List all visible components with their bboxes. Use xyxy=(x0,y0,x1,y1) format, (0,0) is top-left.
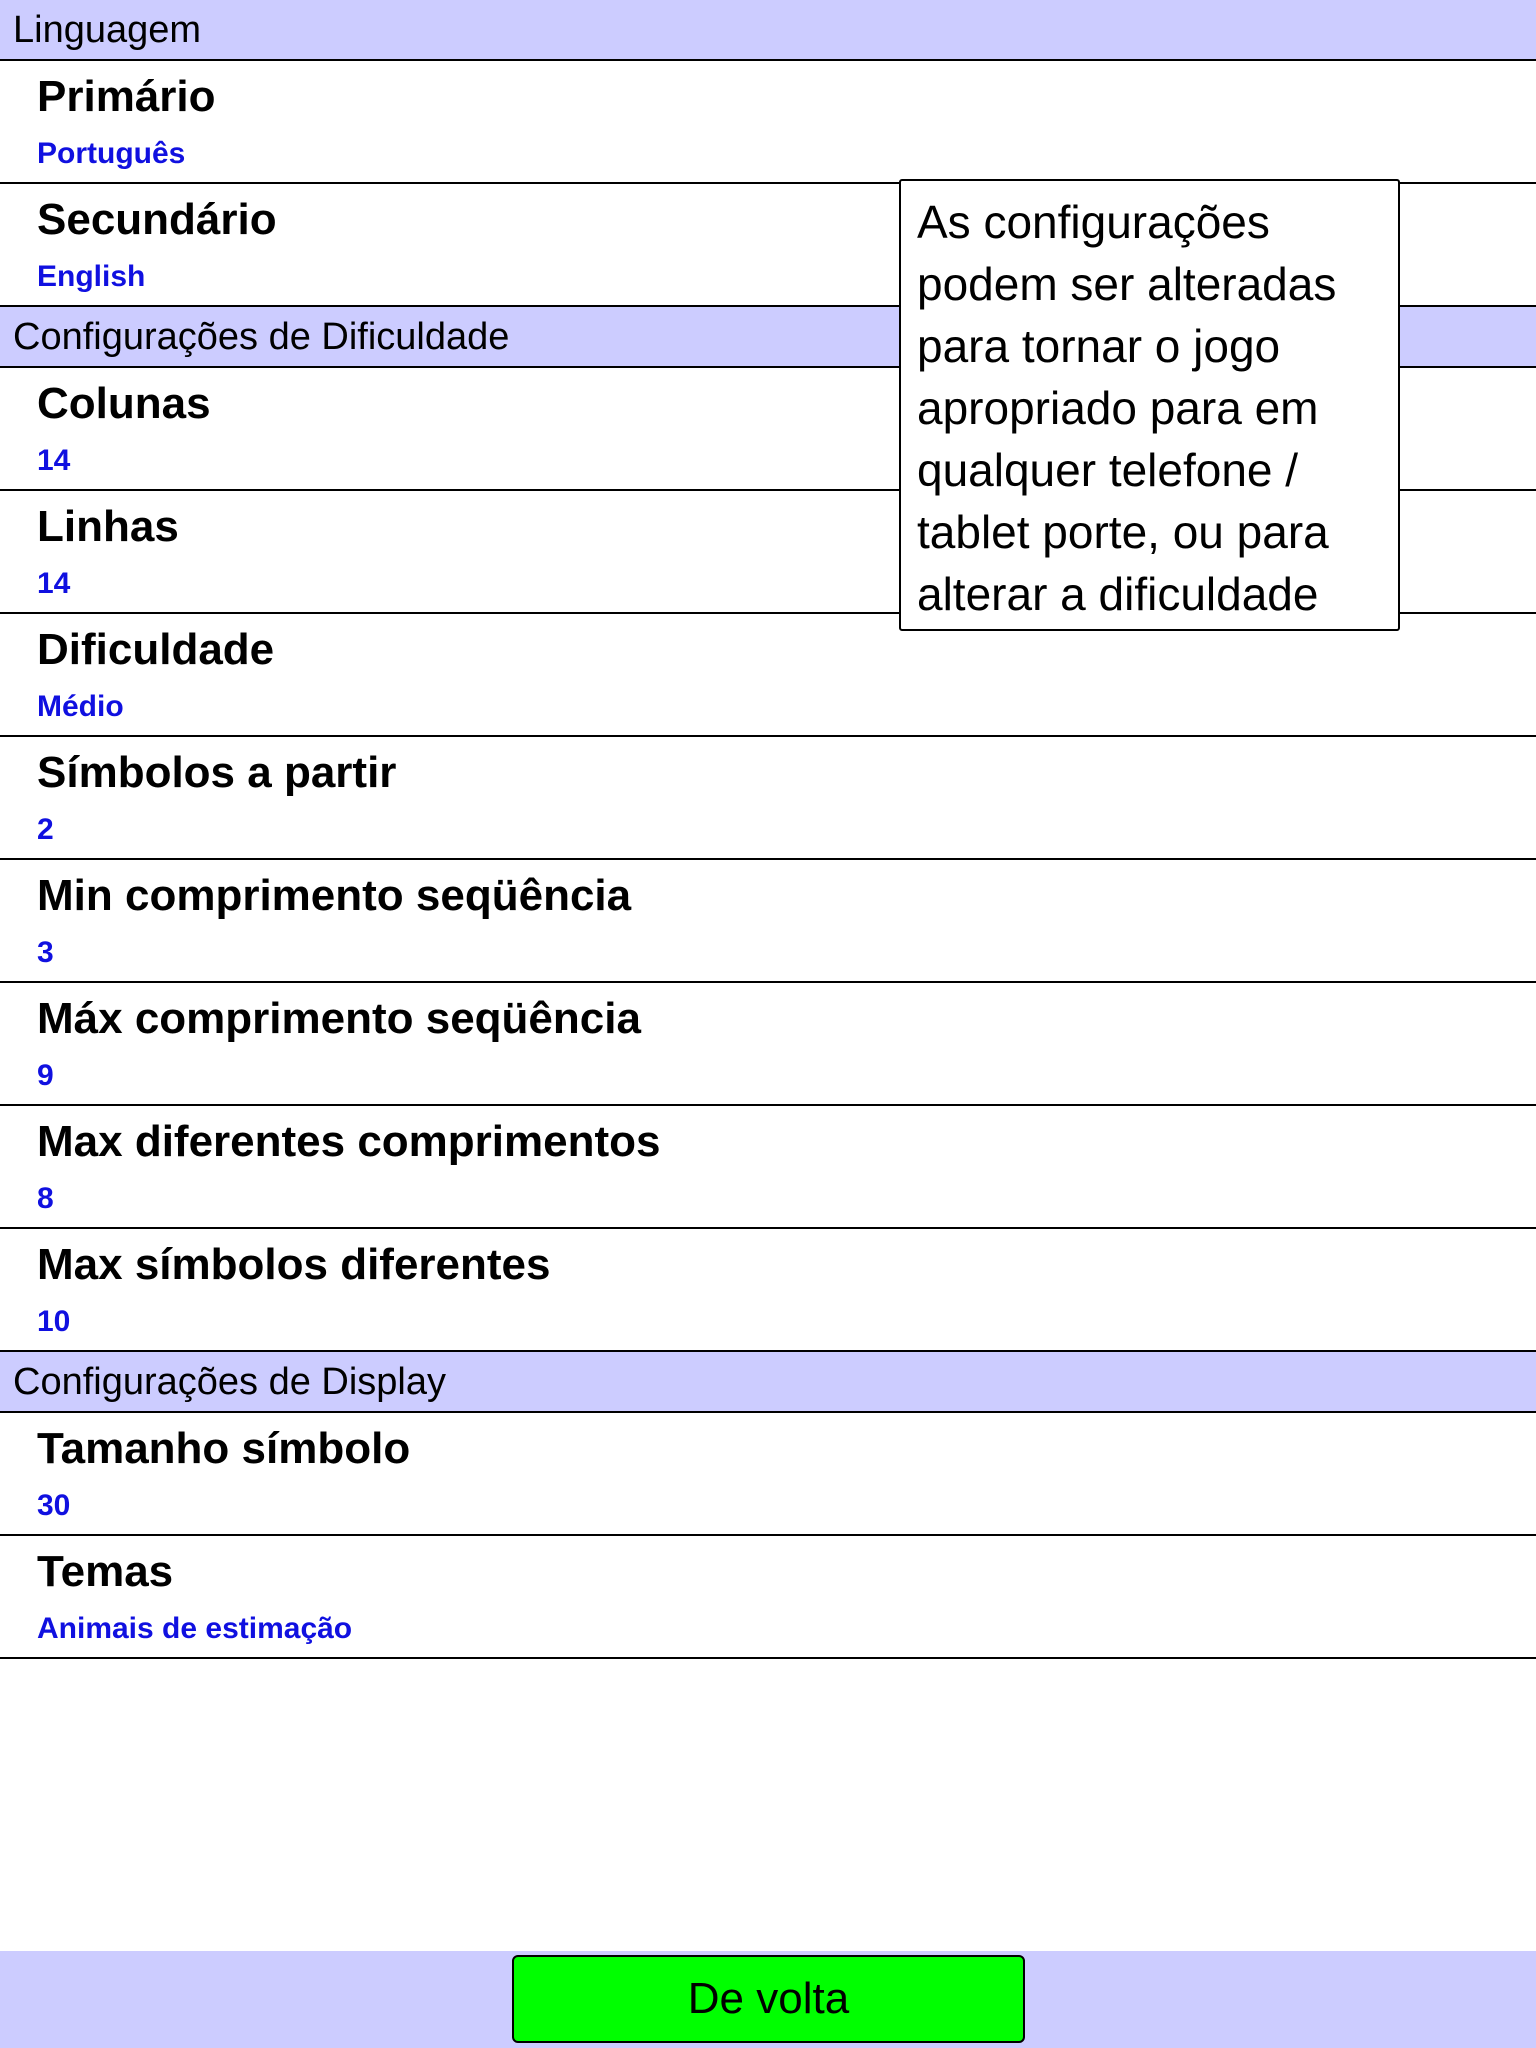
tooltip-line: alterar a dificuldade xyxy=(917,568,1319,620)
setting-value: 10 xyxy=(37,1305,71,1338)
help-tooltip xyxy=(899,179,1400,631)
setting-value: 3 xyxy=(37,936,54,969)
tooltip-line: apropriado para em xyxy=(917,382,1319,434)
setting-title: Secundário xyxy=(37,195,277,244)
section-header-display: Configurações de Display xyxy=(0,1352,1536,1413)
setting-symbol-size[interactable] xyxy=(0,1413,1536,1536)
setting-title: Máx comprimento seqüência xyxy=(37,994,641,1043)
setting-difficulty[interactable] xyxy=(0,614,1536,737)
setting-title: Dificuldade xyxy=(37,625,275,674)
tooltip-line: tablet porte, ou para xyxy=(917,506,1329,558)
setting-title: Temas xyxy=(37,1547,174,1596)
tooltip-line: qualquer telefone / xyxy=(917,444,1299,496)
section-header-difficulty: Configurações de Dificuldade xyxy=(0,307,1536,368)
tooltip-line: para tornar o jogo xyxy=(917,320,1281,372)
setting-title: Linhas xyxy=(37,502,179,551)
setting-value: 9 xyxy=(37,1059,54,1092)
setting-value: English xyxy=(37,260,146,293)
setting-min-sequence-length[interactable] xyxy=(0,860,1536,983)
back-button[interactable]: De volta xyxy=(512,1955,1025,2043)
setting-start-symbols[interactable] xyxy=(0,737,1536,860)
setting-value: 14 xyxy=(37,444,71,477)
setting-max-different-lengths[interactable] xyxy=(0,1106,1536,1229)
setting-value: 2 xyxy=(37,813,54,846)
tooltip-line: As configurações xyxy=(917,196,1270,248)
setting-title: Primário xyxy=(37,72,216,121)
setting-primary-language[interactable] xyxy=(0,61,1536,184)
setting-value: 30 xyxy=(37,1489,71,1522)
setting-title: Colunas xyxy=(37,379,211,428)
setting-value: Médio xyxy=(37,690,124,723)
setting-value: Português xyxy=(37,137,186,170)
setting-title: Max símbolos diferentes xyxy=(37,1240,551,1289)
setting-max-sequence-length[interactable] xyxy=(0,983,1536,1106)
setting-title: Max diferentes comprimentos xyxy=(37,1117,661,1166)
setting-value: 8 xyxy=(37,1182,54,1215)
setting-title: Símbolos a partir xyxy=(37,748,397,797)
setting-value: Animais de estimação xyxy=(37,1612,353,1645)
setting-title: Min comprimento seqüência xyxy=(37,871,632,920)
setting-value: 14 xyxy=(37,567,71,600)
setting-max-different-symbols[interactable] xyxy=(0,1229,1536,1352)
tooltip-line: podem ser alteradas xyxy=(917,258,1337,310)
section-header-language: Linguagem xyxy=(0,0,1536,61)
setting-themes[interactable] xyxy=(0,1536,1536,1659)
setting-title: Tamanho símbolo xyxy=(37,1424,411,1473)
